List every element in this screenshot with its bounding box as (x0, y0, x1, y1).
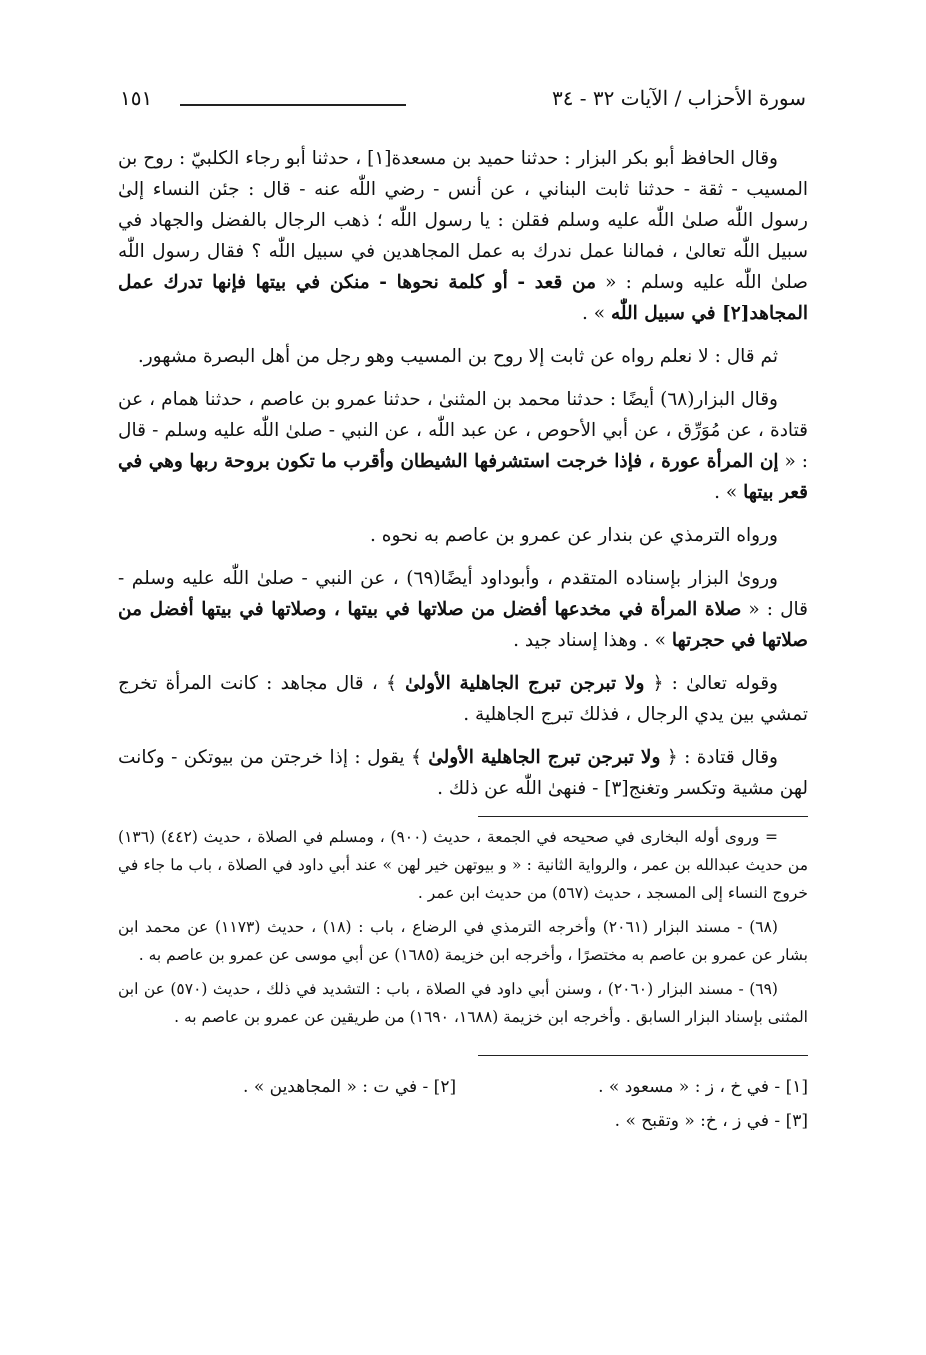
paragraph-text: وقوله تعالىٰ : ﴿ (652, 673, 778, 694)
paragraph (118, 563, 808, 656)
page-header (120, 82, 806, 122)
quoted-text: صلاة المرأة في مخدعها أفضل من صلاتها في بيتها ، وصلاتها في بيتها أفضل من صلاتها في حجرتها (118, 599, 808, 651)
paragraph-text: وقال الحافظ أبو بكر البزار : حدثنا حميد بن مسعدة[١] ، حدثنا أبو رجاء الكلبيّ : روح بن المسيب - ثقة - حدثنا ثابت البناني ، عن أنس - رضي اللّٰه عنه - قال : جئن النساء إلىٰ رسول اللّٰه صلىٰ اللّٰه عليه وسلم فقلن : يا رسول اللّٰه ؛ ذهب الرجال بالفضل والجهاد في سبيل اللّٰه تعالىٰ ، فمالنا عمل ندرك به عمل المجاهدين في سبيل اللّٰه ؟ فقال رسول اللّٰه صلىٰ اللّٰه عليه وسلم : « (118, 148, 808, 293)
quoted-text: ولا تبرجن تبرج الجاهلية الأولىٰ (428, 747, 661, 768)
variant-notes-separator (478, 1055, 808, 1056)
paragraph-text: ثم قال : لا نعلم رواه عن ثابت إلا روح بن المسيب وهو رجل من أهل البصرة مشهور. (137, 346, 778, 367)
footnote: (٦٩) - مسند البزار (٢٠٦٠) ، وسنن أبي داود في الصلاة ، باب : التشديد في ذلك ، حديث (٥٧٠) عن ابن المثنى بإسناد البزار السابق . وأخرجه ابن خزيمة (١٦٨٨، ١٦٩٠) من طريقين عن عمرو بن عاصم به . (118, 980, 808, 1026)
footnote-separator (478, 816, 808, 817)
footnote: (٦٨) - مسند البزار (٢٠٦١) وأخرجه الترمذي في الرضاع ، باب : (١٨) ، حديث (١١٧٣) عن محمد ابن بشار عن عمرو بن عاصم به مختصرًا ، وأخرجه ابن خزيمة (١٦٨٥) عن أبي موسى عن عمرو بن عاصم به . (118, 918, 808, 964)
variant-note-1: [١] - في خ ، ز : « مسعود » . (598, 1077, 808, 1097)
paragraph-text: ﴾ يقول : إذا خرجتن من بيوتكن - وكانت لهن مشية وتكسر وتغنج[٣] - فنهىٰ اللّٰه عن ذلك . (118, 747, 808, 799)
paragraph (118, 520, 808, 551)
quoted-text: إن المرأة عورة ، فإذا خرجت استشرفها الشيطان وأقرب ما تكون بروحة ربها وهي في قعر بيتها (118, 451, 808, 503)
footnote: = وروى أوله البخارى في صحيحه في الجمعة ، حديث (٩٠٠) ، ومسلم في الصلاة ، حديث (٤٤٢) (١٣٦) من حديث عبدالله بن عمر ، والرواية الثانية : « و بيوتهن خير لهن » عند أبي داود في الصلاة ، باب ما جاء في خروج النساء إلى المسجد ، حديث (٥٦٧) من حديث ابن عمر . (118, 828, 808, 902)
running-title: سورة الأحزاب / الآيات ٣٢ - ٣٤ (551, 86, 806, 110)
variant-note-2: [٢] - في ت : « المجاهدين » . (243, 1077, 457, 1097)
quoted-text: ولا تبرجن تبرج الجاهلية الأولىٰ (405, 673, 645, 694)
main-text (118, 143, 808, 1138)
variant-notes-row-1 (118, 1070, 808, 1104)
paragraph (118, 341, 808, 372)
paragraph-text: ورواه الترمذي عن بندار عن عمرو بن عاصم به نحوه . (370, 525, 778, 546)
footnotes (118, 823, 808, 1031)
paragraph-text: وقال قتادة : ﴿ (666, 747, 778, 768)
page-number: ١٥١ (120, 86, 153, 110)
paragraph-text: وقال البزار(٦٨) أيضًا : حدثنا محمد بن المثنىٰ ، حدثنا عمرو بن عاصم ، حدثنا همام ، عن قتادة ، عن مُوَرِّق ، عن أبي الأحوص ، عن عبد اللّٰه ، عن النبي - صلىٰ اللّٰه عليه وسلم - قال : « (118, 389, 808, 472)
paragraph-text: » . (581, 303, 606, 324)
paragraph-text: » . (714, 482, 738, 503)
paragraph (118, 384, 808, 508)
variant-note-3: [٣] - في ز ، خ: « وتقبح » . (614, 1111, 808, 1131)
header-rule (180, 104, 406, 106)
quoted-text: من قعد - أو كلمة نحوها - منكن في بيتها فإنها تدرك عمل المجاهد[٢] في سبيل اللّٰه (118, 272, 808, 324)
variant-notes-row-2 (118, 1104, 808, 1138)
paragraph (118, 143, 808, 329)
paragraph-list (118, 143, 808, 804)
paragraph-text: وروىٰ البزار بإسناده المتقدم ، وأبوداود أيضًا(٦٩) ، عن النبي - صلىٰ اللّٰه عليه وسلم - قال : « (118, 568, 809, 620)
paragraph (118, 742, 808, 804)
paragraph-text: ﴾ ، قال مجاهد : كانت المرأة تخرج تمشي بين يدي الرجال ، فذلك تبرج الجاهلية . (118, 673, 808, 725)
paragraph (118, 668, 808, 730)
paragraph-text: » . وهذا إسناد جيد . (513, 630, 666, 651)
